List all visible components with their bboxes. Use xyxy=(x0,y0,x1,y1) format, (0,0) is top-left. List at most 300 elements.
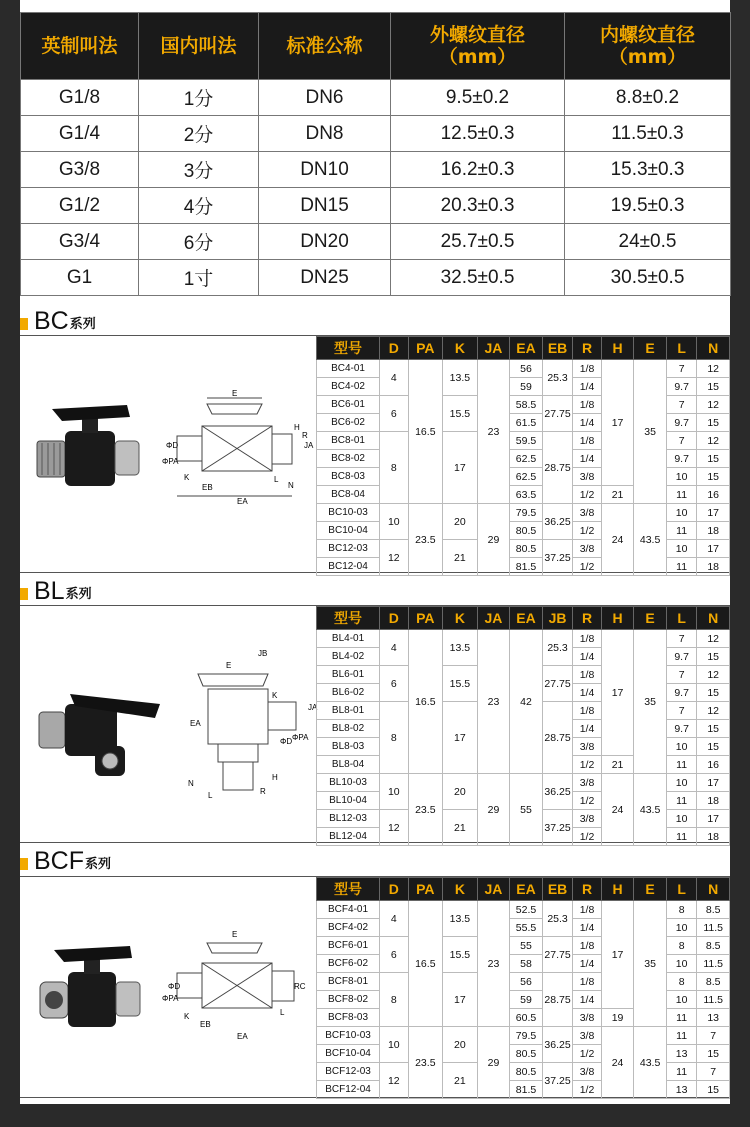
spec-header-cell: R xyxy=(573,878,601,901)
spec-cell: 10 xyxy=(666,738,697,756)
spec-cell: 11 xyxy=(666,522,697,540)
spec-cell: 6 xyxy=(380,666,408,702)
spec-cell: 62.5 xyxy=(510,450,543,468)
model-cell: BC8-01 xyxy=(317,432,380,450)
spec-cell: 13 xyxy=(666,1045,697,1063)
spec-cell: 1/2 xyxy=(573,792,601,810)
spec-header-cell: D xyxy=(380,878,408,901)
spec-cell: 1/4 xyxy=(573,720,601,738)
header-outer-diameter: 外螺纹直径 （mm） xyxy=(391,13,565,80)
dim-label-ea: EA xyxy=(190,719,201,728)
spec-cell: 15 xyxy=(697,684,730,702)
spec-cell: 12 xyxy=(697,360,730,378)
spec-cell: 24 xyxy=(601,1027,634,1099)
thread-table-cell: G1/4 xyxy=(21,116,139,152)
spec-header-row xyxy=(317,878,730,901)
spec-row xyxy=(317,1009,730,1027)
spec-row xyxy=(317,396,730,414)
spec-cell: 9.7 xyxy=(666,378,697,396)
spec-cell: 15 xyxy=(697,1045,730,1063)
dim-label-k: K xyxy=(272,691,278,700)
spec-cell: 29 xyxy=(477,774,510,846)
spec-cell: 1/8 xyxy=(573,937,601,955)
spec-header-cell: E xyxy=(634,337,667,360)
spec-cell: 81.5 xyxy=(510,1081,543,1099)
spec-cell: 23.5 xyxy=(408,504,443,576)
bc-dimension-drawing xyxy=(162,386,312,516)
spec-cell: 15 xyxy=(697,450,730,468)
spec-row xyxy=(317,630,730,648)
spec-cell: 7 xyxy=(666,360,697,378)
dim-label-k: K xyxy=(184,1012,190,1021)
model-cell: BC10-04 xyxy=(317,522,380,540)
dim-label-pa: ΦPA xyxy=(162,457,179,466)
spec-cell: 1/2 xyxy=(573,558,601,576)
spec-cell: 21 xyxy=(443,540,478,576)
spec-cell: 1/2 xyxy=(573,828,601,846)
spec-cell: 28.75 xyxy=(542,702,573,774)
spec-cell: 11 xyxy=(666,756,697,774)
model-cell: BL8-04 xyxy=(317,756,380,774)
dim-label-pa: ΦPA xyxy=(162,994,179,1003)
spec-row xyxy=(317,414,730,432)
section-name: BC xyxy=(34,307,69,335)
spec-header-cell: PA xyxy=(408,337,443,360)
dim-label-rc: RC xyxy=(294,982,306,991)
spec-cell: 36.25 xyxy=(542,1027,573,1063)
spec-row xyxy=(317,774,730,792)
model-cell: BCF12-04 xyxy=(317,1081,380,1099)
spec-header-cell: K xyxy=(443,878,478,901)
model-cell: BCF4-02 xyxy=(317,919,380,937)
model-cell: BC4-01 xyxy=(317,360,380,378)
spec-cell: 17 xyxy=(697,810,730,828)
spec-cell: 11 xyxy=(666,828,697,846)
spec-cell: 7 xyxy=(666,630,697,648)
spec-cell: 55.5 xyxy=(510,919,543,937)
spec-cell: 11 xyxy=(666,558,697,576)
spec-cell: 3/8 xyxy=(573,468,601,486)
spec-cell: 11.5 xyxy=(697,991,730,1009)
spec-cell: 3/8 xyxy=(573,1063,601,1081)
spec-cell: 7 xyxy=(666,702,697,720)
spec-cell: 13.5 xyxy=(443,360,478,396)
spec-cell: 18 xyxy=(697,792,730,810)
model-cell: BCF8-03 xyxy=(317,1009,380,1027)
spec-cell: 6 xyxy=(380,396,408,432)
model-cell: BL4-02 xyxy=(317,648,380,666)
spec-cell: 27.75 xyxy=(542,937,573,973)
thread-table-cell: 32.5±0.5 xyxy=(391,260,565,296)
spec-cell: 1/2 xyxy=(573,1081,601,1099)
spec-cell: 7 xyxy=(666,396,697,414)
spec-cell: 42 xyxy=(510,630,543,774)
spec-cell: 1/4 xyxy=(573,955,601,973)
spec-cell: 10 xyxy=(666,919,697,937)
model-cell: BCF10-03 xyxy=(317,1027,380,1045)
spec-cell: 18 xyxy=(697,828,730,846)
spec-cell: 59.5 xyxy=(510,432,543,450)
model-cell: BL8-01 xyxy=(317,702,380,720)
thread-table-cell: G1 xyxy=(21,260,139,296)
spec-cell: 6 xyxy=(380,937,408,973)
spec-cell: 24 xyxy=(601,774,634,846)
dim-label-pa: ΦPA xyxy=(292,733,309,742)
spec-row xyxy=(317,450,730,468)
spec-cell: 1/8 xyxy=(573,432,601,450)
spec-header-cell: EB xyxy=(542,337,573,360)
dim-label-d: ΦD xyxy=(280,737,293,746)
header-inner-diameter: 内螺纹直径 （mm） xyxy=(565,13,731,80)
spec-cell: 8 xyxy=(666,973,697,991)
spec-cell: 15 xyxy=(697,648,730,666)
thread-table-cell: G1/8 xyxy=(21,80,139,116)
spec-row xyxy=(317,540,730,558)
thread-table-cell: DN15 xyxy=(259,188,391,224)
thread-table-cell: 16.2±0.3 xyxy=(391,152,565,188)
spec-cell: 13.5 xyxy=(443,901,478,937)
dim-label-ja: JA xyxy=(304,441,314,450)
section-panel-bcf xyxy=(20,876,730,1098)
spec-header-cell: EA xyxy=(510,607,543,630)
spec-cell: 15 xyxy=(697,378,730,396)
header-domestic-name: 国内叫法 xyxy=(139,13,259,80)
thread-table-cell: 9.5±0.2 xyxy=(391,80,565,116)
thread-table-cell: 19.5±0.3 xyxy=(565,188,731,224)
spec-cell: 16.5 xyxy=(408,901,443,1027)
bcf-dimension-drawing xyxy=(162,927,312,1047)
spec-cell: 8 xyxy=(666,937,697,955)
spec-header-cell: EB xyxy=(542,878,573,901)
spec-cell: 8 xyxy=(666,901,697,919)
spec-cell: 1/8 xyxy=(573,360,601,378)
thread-table-header xyxy=(21,13,731,80)
dim-label-e: E xyxy=(232,389,238,398)
thread-table-cell: G3/4 xyxy=(21,224,139,260)
spec-cell: 28.75 xyxy=(542,432,573,504)
spec-cell: 1/8 xyxy=(573,901,601,919)
valve-photo xyxy=(32,401,152,511)
thread-table-cell: 24±0.5 xyxy=(565,224,731,260)
spec-cell: 8.5 xyxy=(697,901,730,919)
spec-cell: 35 xyxy=(634,360,667,504)
spec-cell: 15 xyxy=(697,414,730,432)
spec-cell: 1/4 xyxy=(573,378,601,396)
thread-table-cell: DN25 xyxy=(259,260,391,296)
dim-label-n: N xyxy=(288,481,294,490)
section-name: BL xyxy=(34,577,65,605)
spec-cell: 27.75 xyxy=(542,396,573,432)
spec-cell: 61.5 xyxy=(510,414,543,432)
spec-cell: 10 xyxy=(666,468,697,486)
spec-header-cell: H xyxy=(601,878,634,901)
spec-row xyxy=(317,973,730,991)
section-panel-bc xyxy=(20,335,730,573)
spec-cell: 15.5 xyxy=(443,937,478,973)
dim-label-h: H xyxy=(272,773,278,782)
dim-label-eb: EB xyxy=(200,1020,211,1029)
spec-cell: 15 xyxy=(697,1081,730,1099)
spec-cell: 16 xyxy=(697,756,730,774)
spec-cell: 12 xyxy=(380,540,408,576)
valve-photo xyxy=(32,942,162,1052)
spec-cell: 17 xyxy=(601,360,634,486)
spec-cell: 16.5 xyxy=(408,360,443,504)
spec-cell: 58 xyxy=(510,955,543,973)
thread-table-row xyxy=(21,152,731,188)
section-suffix: 系列 xyxy=(85,857,112,872)
model-cell: BC8-04 xyxy=(317,486,380,504)
spec-cell: 12 xyxy=(697,702,730,720)
spec-cell: 3/8 xyxy=(573,810,601,828)
spec-header-cell: N xyxy=(697,878,730,901)
spec-cell: 18 xyxy=(697,522,730,540)
thread-table-cell: 8.8±0.2 xyxy=(565,80,731,116)
spec-cell: 17 xyxy=(601,630,634,756)
section-marker xyxy=(20,318,28,330)
bc-spec-table xyxy=(316,336,730,576)
spec-cell: 10 xyxy=(666,504,697,522)
spec-cell: 3/8 xyxy=(573,540,601,558)
spec-row xyxy=(317,360,730,378)
dim-label-d: ΦD xyxy=(166,441,179,450)
spec-header-cell: 型号 xyxy=(317,878,380,901)
model-cell: BC12-04 xyxy=(317,558,380,576)
model-cell: BC8-02 xyxy=(317,450,380,468)
thread-table-row xyxy=(21,260,731,296)
model-cell: BCF12-03 xyxy=(317,1063,380,1081)
spec-row xyxy=(317,901,730,919)
spec-cell: 80.5 xyxy=(510,1045,543,1063)
thread-table-cell: DN10 xyxy=(259,152,391,188)
spec-cell: 63.5 xyxy=(510,486,543,504)
spec-cell: 1/2 xyxy=(573,1045,601,1063)
dim-label-k: K xyxy=(184,473,190,482)
thread-table-cell: G1/2 xyxy=(21,188,139,224)
spec-cell: 8.5 xyxy=(697,937,730,955)
spec-cell: 20 xyxy=(443,1027,478,1063)
spec-cell: 17 xyxy=(443,702,478,774)
spec-cell: 43.5 xyxy=(634,1027,667,1099)
model-cell: BC4-02 xyxy=(317,378,380,396)
model-cell: BL8-02 xyxy=(317,720,380,738)
model-cell: BL12-03 xyxy=(317,810,380,828)
spec-cell: 17 xyxy=(443,432,478,504)
spec-sheet xyxy=(20,0,730,1104)
spec-cell: 56 xyxy=(510,973,543,991)
section-marker xyxy=(20,858,28,870)
spec-header-cell: JA xyxy=(477,878,510,901)
spec-cell: 1/4 xyxy=(573,684,601,702)
spec-cell: 52.5 xyxy=(510,901,543,919)
spec-cell: 12 xyxy=(697,630,730,648)
spec-cell: 1/2 xyxy=(573,486,601,504)
spec-cell: 8 xyxy=(380,973,408,1027)
spec-header-cell: L xyxy=(666,337,697,360)
spec-header-cell: 型号 xyxy=(317,337,380,360)
spec-cell: 60.5 xyxy=(510,1009,543,1027)
thread-table-cell: 30.5±0.5 xyxy=(565,260,731,296)
spec-cell: 21 xyxy=(443,810,478,846)
spec-cell: 11.5 xyxy=(697,955,730,973)
spec-cell: 23 xyxy=(477,360,510,504)
thread-table-row xyxy=(21,188,731,224)
spec-cell: 11 xyxy=(666,486,697,504)
spec-cell: 1/4 xyxy=(573,991,601,1009)
spec-row xyxy=(317,378,730,396)
thread-table-cell: 6分 xyxy=(139,224,259,260)
dim-label-e: E xyxy=(226,661,232,670)
dim-label-e: E xyxy=(232,930,238,939)
spec-cell: 27.75 xyxy=(542,666,573,702)
spec-cell: 3/8 xyxy=(573,774,601,792)
section-panel-bl xyxy=(20,605,730,843)
model-cell: BC12-03 xyxy=(317,540,380,558)
spec-cell: 10 xyxy=(666,955,697,973)
spec-cell: 15 xyxy=(697,738,730,756)
dim-label-ea: EA xyxy=(237,497,248,506)
spec-cell: 9.7 xyxy=(666,648,697,666)
spec-row xyxy=(317,558,730,576)
spec-header-cell: D xyxy=(380,337,408,360)
spec-header-cell: 型号 xyxy=(317,607,380,630)
section-suffix: 系列 xyxy=(69,317,96,332)
section-name: BCF xyxy=(34,847,84,875)
thread-table-cell: 20.3±0.3 xyxy=(391,188,565,224)
spec-header-cell: JA xyxy=(477,607,510,630)
spec-cell: 3/8 xyxy=(573,504,601,522)
spec-header-cell: EA xyxy=(510,337,543,360)
spec-header-cell: K xyxy=(443,607,478,630)
bcf-spec-table xyxy=(316,877,730,1099)
model-cell: BL10-03 xyxy=(317,774,380,792)
spec-row xyxy=(317,919,730,937)
spec-cell: 3/8 xyxy=(573,738,601,756)
model-cell: BL6-02 xyxy=(317,684,380,702)
spec-cell: 1/8 xyxy=(573,630,601,648)
thread-table-cell: 2分 xyxy=(139,116,259,152)
spec-header-cell: D xyxy=(380,607,408,630)
spec-cell: 13.5 xyxy=(443,630,478,666)
spec-cell: 10 xyxy=(666,540,697,558)
spec-cell: 12 xyxy=(380,810,408,846)
section-title-bl xyxy=(20,578,92,604)
spec-cell: 21 xyxy=(443,1063,478,1099)
section-title-bcf xyxy=(20,848,111,874)
dim-label-r: R xyxy=(260,787,266,796)
spec-header-cell: PA xyxy=(408,607,443,630)
spec-cell: 25.3 xyxy=(542,360,573,396)
thread-table-cell: DN20 xyxy=(259,224,391,260)
spec-cell: 1/8 xyxy=(573,396,601,414)
spec-header-row xyxy=(317,337,730,360)
section-marker xyxy=(20,588,28,600)
spec-cell: 10 xyxy=(380,774,408,810)
spec-cell: 7 xyxy=(666,432,697,450)
spec-row xyxy=(317,468,730,486)
spec-row xyxy=(317,955,730,973)
spec-cell: 1/2 xyxy=(573,756,601,774)
spec-cell: 36.25 xyxy=(542,774,573,810)
spec-cell: 37.25 xyxy=(542,810,573,846)
spec-cell: 1/4 xyxy=(573,648,601,666)
spec-cell: 11 xyxy=(666,792,697,810)
model-cell: BL4-01 xyxy=(317,630,380,648)
model-cell: BCF4-01 xyxy=(317,901,380,919)
section-suffix: 系列 xyxy=(65,587,92,602)
spec-cell: 15 xyxy=(697,720,730,738)
bl-dimension-drawing xyxy=(168,634,318,814)
spec-row xyxy=(317,486,730,504)
spec-cell: 62.5 xyxy=(510,468,543,486)
spec-header-row xyxy=(317,607,730,630)
spec-cell: 7 xyxy=(697,1063,730,1081)
spec-cell: 17 xyxy=(601,901,634,1009)
model-cell: BCF6-02 xyxy=(317,955,380,973)
spec-cell: 36.25 xyxy=(542,504,573,540)
model-cell: BL12-04 xyxy=(317,828,380,846)
model-cell: BC10-03 xyxy=(317,504,380,522)
section-title-bc xyxy=(20,308,96,334)
spec-cell: 81.5 xyxy=(510,558,543,576)
spec-cell: 80.5 xyxy=(510,522,543,540)
dim-label-d: ΦD xyxy=(168,982,181,991)
spec-cell: 56 xyxy=(510,360,543,378)
spec-cell: 1/2 xyxy=(573,522,601,540)
spec-header-cell: PA xyxy=(408,878,443,901)
spec-cell: 25.3 xyxy=(542,901,573,937)
spec-cell: 12 xyxy=(380,1063,408,1099)
spec-cell: 24 xyxy=(601,504,634,576)
spec-cell: 20 xyxy=(443,504,478,540)
model-cell: BCF8-02 xyxy=(317,991,380,1009)
dim-label-ja: JA xyxy=(308,703,318,712)
spec-cell: 79.5 xyxy=(510,504,543,522)
dim-label-n: N xyxy=(188,779,194,788)
spec-cell: 25.3 xyxy=(542,630,573,666)
spec-row xyxy=(317,937,730,955)
spec-cell: 43.5 xyxy=(634,774,667,846)
spec-cell: 10 xyxy=(666,810,697,828)
model-cell: BC8-03 xyxy=(317,468,380,486)
spec-row xyxy=(317,1063,730,1081)
spec-cell: 37.25 xyxy=(542,540,573,576)
spec-cell: 37.25 xyxy=(542,1063,573,1099)
spec-cell: 12 xyxy=(697,396,730,414)
thread-table-cell: 15.3±0.3 xyxy=(565,152,731,188)
spec-row xyxy=(317,991,730,1009)
spec-header-cell: JB xyxy=(542,607,573,630)
spec-cell: 15.5 xyxy=(443,396,478,432)
spec-cell: 18 xyxy=(697,558,730,576)
spec-cell: 21 xyxy=(601,486,634,504)
dim-label-eb: EB xyxy=(202,483,213,492)
spec-cell: 12 xyxy=(697,666,730,684)
spec-cell: 11.5 xyxy=(697,919,730,937)
spec-header-cell: N xyxy=(697,607,730,630)
spec-cell: 80.5 xyxy=(510,1063,543,1081)
spec-cell: 4 xyxy=(380,901,408,937)
dim-label-l: L xyxy=(274,475,279,484)
model-cell: BCF8-01 xyxy=(317,973,380,991)
spec-cell: 43.5 xyxy=(634,504,667,576)
spec-row xyxy=(317,432,730,450)
spec-cell: 12 xyxy=(697,432,730,450)
spec-cell: 11 xyxy=(666,1027,697,1045)
dim-label-ea: EA xyxy=(237,1032,248,1041)
dim-label-h: H xyxy=(294,423,300,432)
model-cell: BCF6-01 xyxy=(317,937,380,955)
